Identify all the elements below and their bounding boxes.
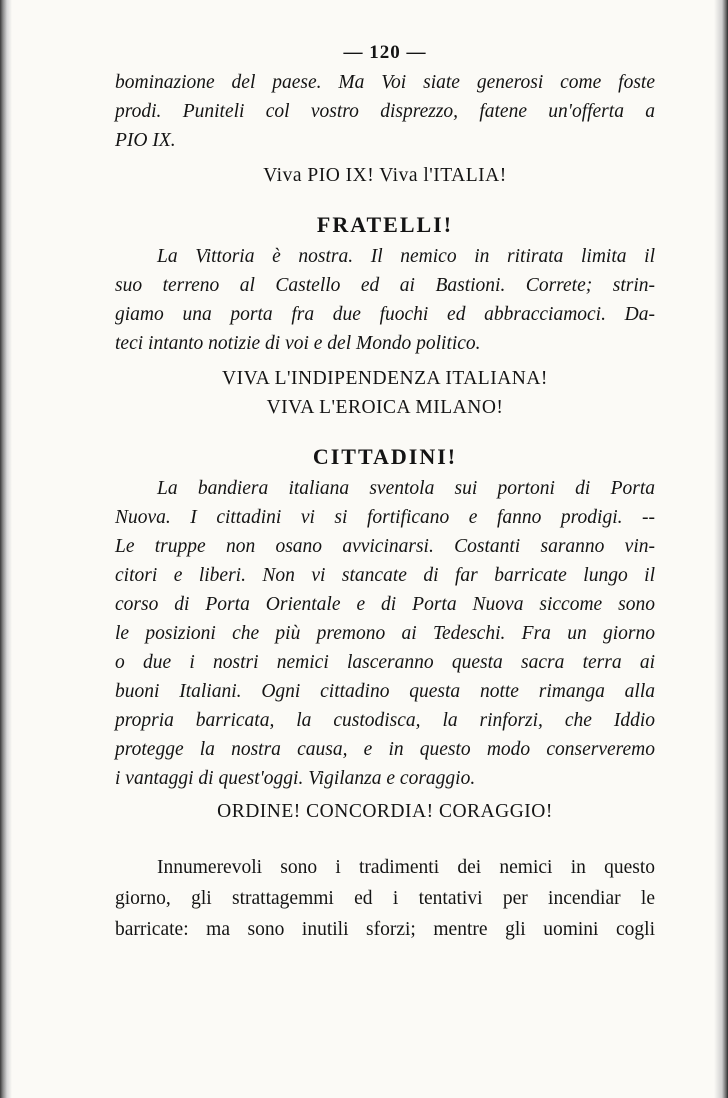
cheer-line: VIVA L'INDIPENDENZA ITALIANA! [222, 368, 548, 389]
heading-fratelli: FRATELLI! [316, 212, 454, 237]
text-line: PIO IX. [115, 130, 176, 151]
viva-pio-line: Viva PIO IX! Viva l'ITALIA! [263, 165, 507, 186]
text-line: giorno, gli strattagemmi ed i tentativi per incendiar le [115, 888, 655, 909]
scan-left-edge [0, 0, 12, 1098]
book-page [115, 42, 655, 945]
text-line: corso di Porta Orientale e di Porta Nuova siccome sono [115, 594, 655, 615]
text-line: suo terreno al Castello ed ai Bastioni. Correte; strin- [115, 275, 655, 296]
continuation-paragraph [115, 68, 655, 155]
motto-line: ORDINE! CONCORDIA! CORAGGIO! [217, 801, 553, 822]
text-line: Le truppe non osano avvicinarsi. Costanti saranno vin- [115, 536, 655, 557]
text-line: propria barricata, la custodisca, la rinforzi, che Iddio [115, 710, 655, 731]
text-line: prodi. Puniteli col vostro disprezzo, fatene un'offerta a [115, 101, 655, 122]
text-line: giamo una porta fra due fuochi ed abbracciamoci. Da- [115, 304, 655, 325]
page-number: — 120 — [343, 42, 427, 63]
text-line: Nuova. I cittadini vi si fortificano e fanno prodigi. -- [115, 507, 655, 528]
fratelli-paragraph [115, 242, 655, 358]
text-line: Innumerevoli sono i tradimenti dei nemici in questo [157, 857, 655, 878]
text-line: La bandiera italiana sventola sui portoni di Porta [157, 478, 655, 499]
cittadini-paragraph [115, 474, 655, 793]
text-line: barricate: ma sono inutili sforzi; mentre gli uomini cogli [115, 919, 655, 940]
cheer-line: VIVA L'EROICA MILANO! [266, 397, 504, 418]
text-line: o due i nostri nemici lasceranno questa sacra terra ai [115, 652, 655, 673]
text-line: teci intanto notizie di voi e del Mondo politico. [115, 333, 481, 354]
text-line: citori e liberi. Non vi stancate di far barricate lungo il [115, 565, 655, 586]
narrative-paragraph [115, 852, 655, 945]
text-line: La Vittoria è nostra. Il nemico in ritirata limita il [157, 246, 655, 267]
text-line: i vantaggi di quest'oggi. Vigilanza e coraggio. [115, 768, 476, 789]
text-line: protegge la nostra causa, e in questo modo conserveremo [115, 739, 655, 760]
text-line: le posizioni che più premono ai Tedeschi. Fra un giorno [115, 623, 655, 644]
text-line: buoni Italiani. Ogni cittadino questa notte rimanga alla [115, 681, 655, 702]
scan-right-edge [714, 0, 728, 1098]
text-line: bominazione del paese. Ma Voi siate generosi come foste [115, 72, 655, 93]
heading-cittadini: CITTADINI! [312, 444, 458, 469]
